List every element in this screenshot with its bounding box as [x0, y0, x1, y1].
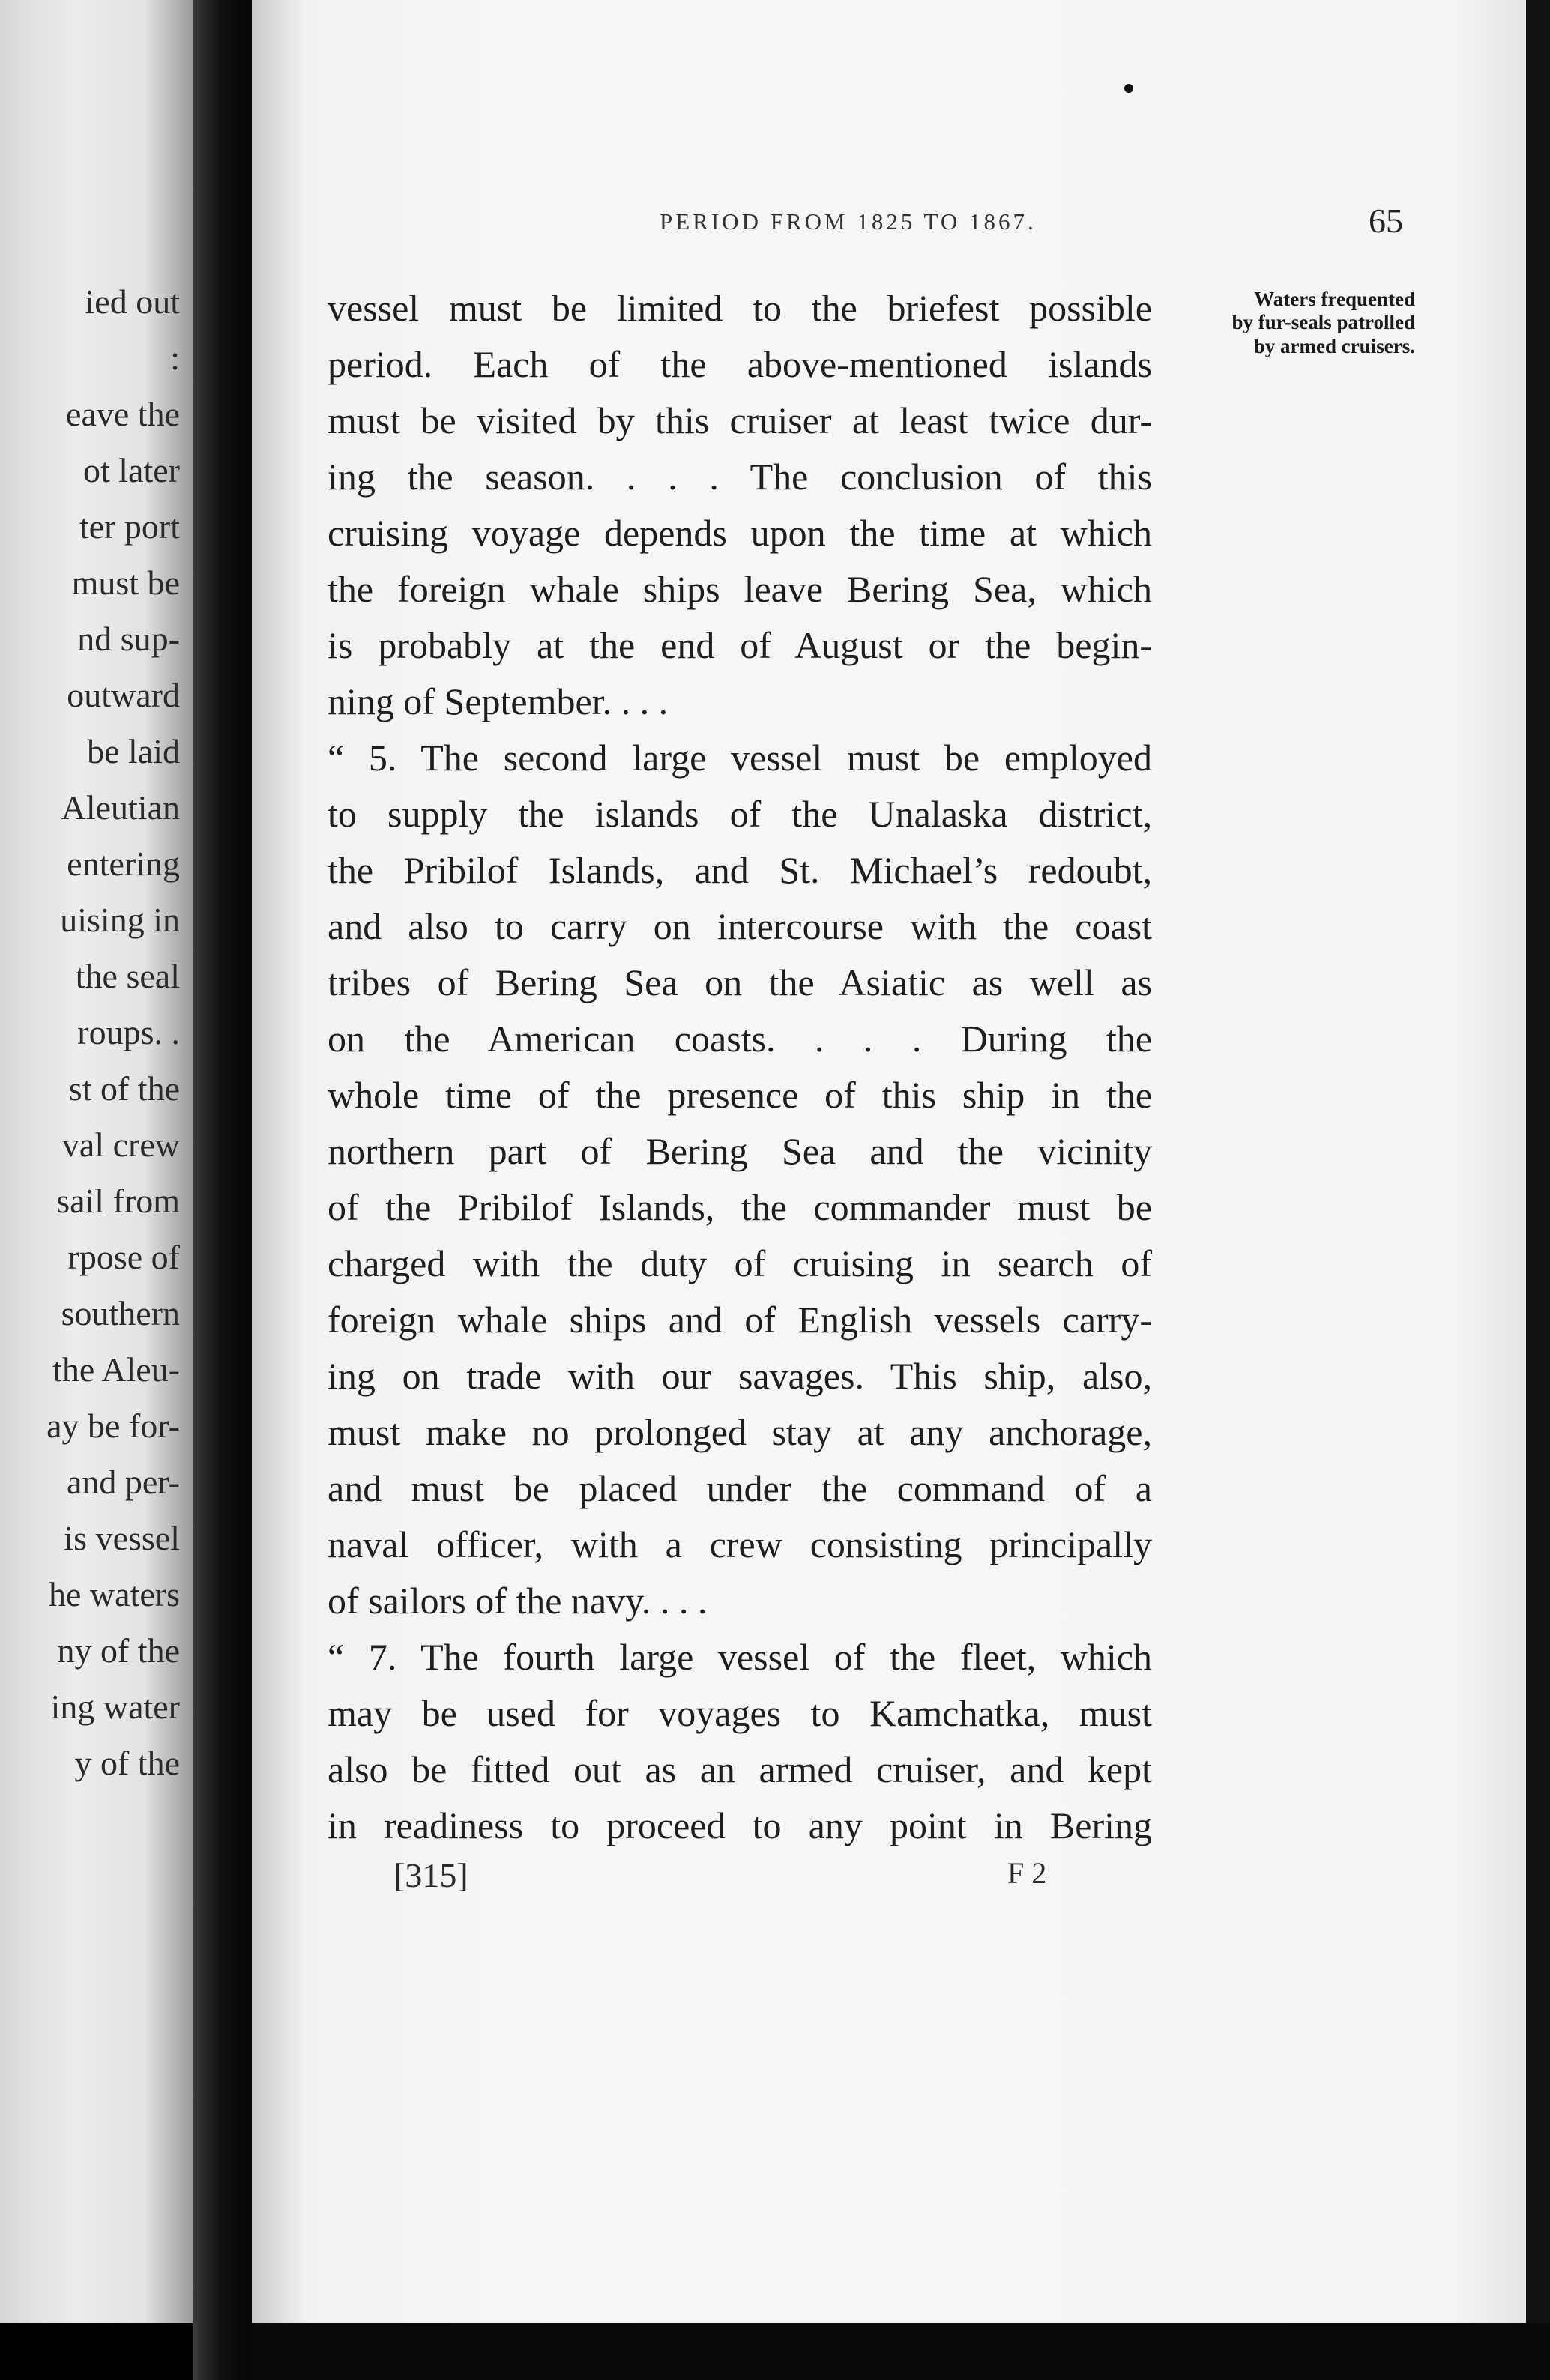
body-line: ing the season. . . . The conclusion of this [328, 456, 1152, 498]
facing-page-line: Aleutian [61, 788, 180, 827]
signature-letter: F 2 [1007, 1856, 1047, 1890]
facing-page-line: must be [71, 564, 180, 602]
body-line: foreign whale ships and of English vessels carry- [328, 1299, 1152, 1341]
body-line: must be visited by this cruiser at least twice dur- [328, 399, 1152, 441]
facing-page-line: y of the [74, 1744, 180, 1782]
body-line: the foreign whale ships leave Bering Sea, which [328, 568, 1152, 610]
scan-bottom-border [252, 2323, 1550, 2380]
body-line: of the Pribilof Islands, the commander must be [328, 1186, 1152, 1228]
facing-page-line: southern [61, 1294, 180, 1332]
body-line: and also to carry on intercourse with the coast [328, 905, 1152, 947]
facing-page-line: ied out [85, 283, 180, 321]
facing-page-line: val crew [61, 1126, 180, 1164]
body-line: must make no prolonged stay at any anchorage, [328, 1411, 1152, 1453]
facing-page-line: be laid [87, 732, 180, 770]
facing-page-line: ter port [79, 507, 180, 546]
body-line: may be used for voyages to Kamchatka, must [328, 1692, 1152, 1734]
facing-page-line: uising in [60, 901, 180, 939]
body-line: charged with the duty of cruising in search of [328, 1242, 1152, 1284]
marginal-note-line: Waters frequented [1254, 288, 1415, 310]
marginal-note-line: by armed cruisers. [1253, 334, 1415, 357]
body-line: to supply the islands of the Unalaska district, [328, 793, 1152, 835]
facing-page-line: ny of the [57, 1631, 180, 1670]
body-line: whole time of the presence of this ship in the [328, 1074, 1152, 1116]
body-line: on the American coasts. . . . During the [328, 1018, 1152, 1060]
marginal-note-line: by fur-seals patrolled [1231, 311, 1415, 334]
body-line: ing on trade with our savages. This ship, also, [328, 1355, 1152, 1397]
body-line: is probably at the end of August or the begin- [328, 624, 1152, 666]
page-edge-shadow [1526, 0, 1550, 2380]
facing-page-line: ay be for- [46, 1407, 180, 1445]
body-line: cruising voyage depends upon the time at which [328, 512, 1152, 554]
facing-page-line: he waters [49, 1575, 180, 1613]
body-line: in readiness to proceed to any point in Bering [328, 1804, 1152, 1846]
facing-page-line: eave the [66, 395, 180, 433]
facing-page-line: the Aleu- [52, 1350, 180, 1389]
facing-page-line: sail from [56, 1182, 180, 1220]
marginal-note [1160, 288, 1415, 358]
page-number: 65 [1369, 202, 1403, 240]
facing-page-line: ot later [83, 451, 180, 489]
body-line: “ 7. The fourth large vessel of the fleet, which [328, 1636, 1152, 1678]
body-line: of sailors of the navy. . . . [328, 1580, 708, 1622]
body-line: naval officer, with a crew consisting principally [328, 1523, 1152, 1565]
body-line: period. Each of the above-mentioned islands [328, 343, 1152, 385]
running-head: PERIOD FROM 1825 TO 1867. [660, 208, 1037, 235]
facing-page-left [0, 0, 193, 2323]
body-line: vessel must be limited to the briefest possible [328, 287, 1152, 329]
facing-page-line: rpose of [67, 1238, 180, 1276]
facing-page-line: st of the [68, 1069, 180, 1108]
body-line: “ 5. The second large vessel must be employed [328, 737, 1152, 779]
body-line: northern part of Bering Sea and the vicinity [328, 1130, 1152, 1172]
ink-speck [1124, 84, 1133, 93]
facing-page-line: nd sup- [77, 620, 180, 658]
facing-page-line: is vessel [64, 1519, 180, 1557]
facing-page-line: ing water [50, 1688, 180, 1726]
signature-mark: [315] [393, 1856, 468, 1894]
facing-page-line: the seal [75, 957, 180, 995]
body-line: the Pribilof Islands, and St. Michael’s redoubt, [328, 849, 1152, 891]
body-line: tribes of Bering Sea on the Asiatic as well as [328, 961, 1152, 1003]
body-line: ning of September. . . . [328, 680, 669, 722]
body-line: and must be placed under the command of a [328, 1467, 1152, 1509]
facing-page-line: and per- [66, 1463, 180, 1501]
facing-page-line: outward [67, 676, 180, 714]
facing-page-line: : [170, 339, 180, 377]
book-gutter [193, 0, 252, 2380]
facing-page-line: roups. . [77, 1013, 180, 1051]
facing-page-line: entering [67, 845, 180, 883]
body-line: also be fitted out as an armed cruiser, and kept [328, 1748, 1152, 1790]
